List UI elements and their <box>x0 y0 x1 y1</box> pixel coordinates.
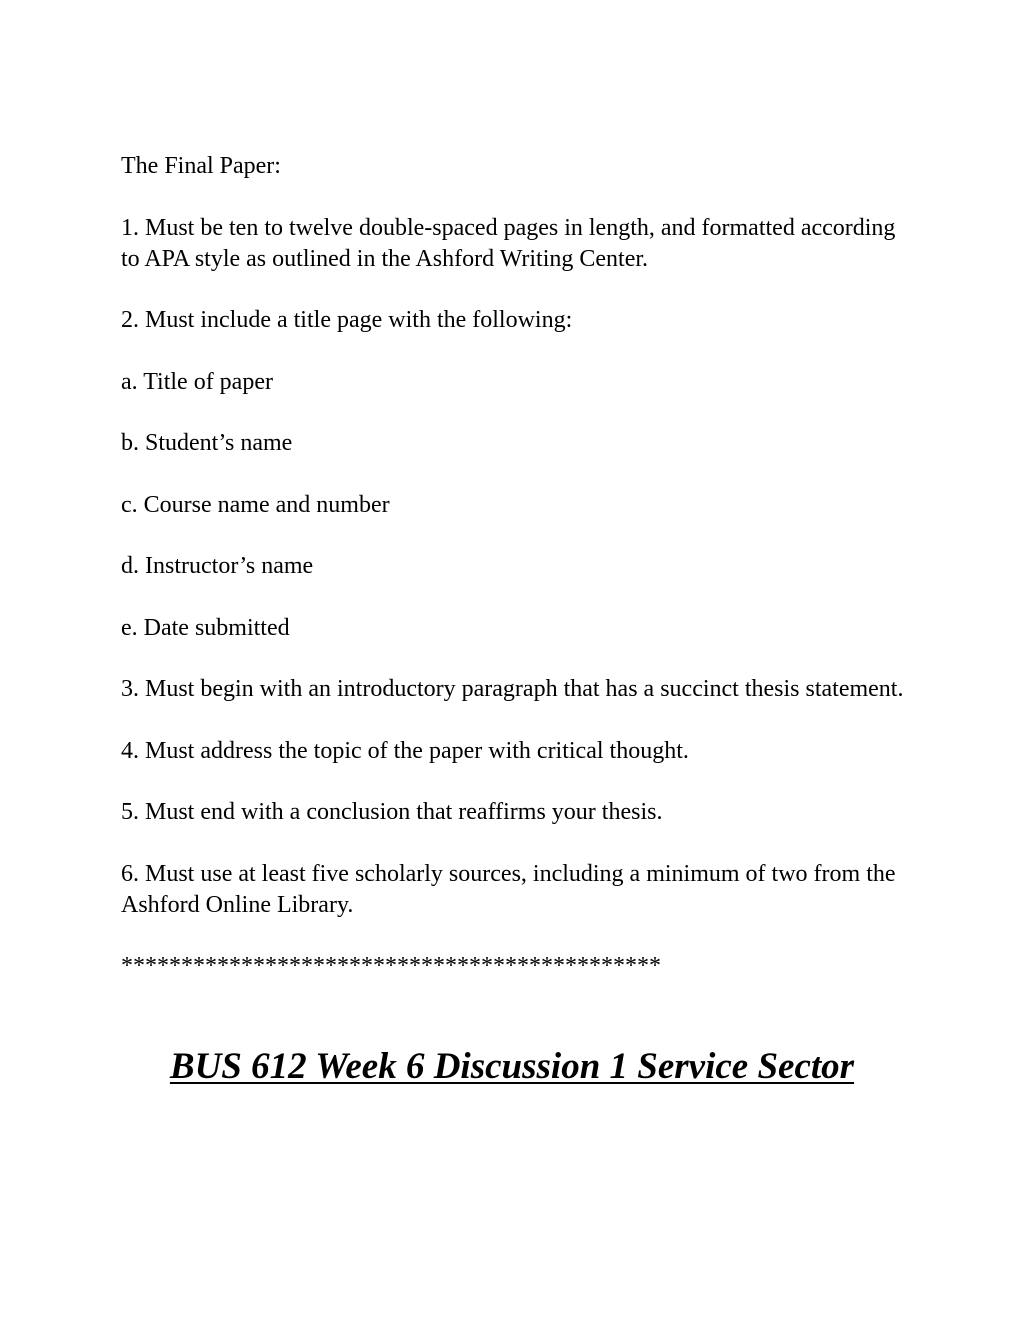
title-page-item-e: e. Date submitted <box>121 614 290 641</box>
intro-line: The Final Paper: <box>121 153 281 179</box>
requirement-5: 5. Must end with a conclusion that reaffirms your thesis. <box>121 799 663 825</box>
requirement-3: 3. Must begin with an introductory paragraph that has a succinct thesis statement. <box>121 676 904 702</box>
document-body <box>121 151 911 982</box>
requirement-2: 2. Must include a title page with the following: <box>121 307 573 333</box>
requirement-4: 4. Must address the topic of the paper with critical thought. <box>121 737 689 764</box>
requirement-1: 1. Must be ten to twelve double-spaced pages in length, and formatted according to APA style as outlined in the Ashford Writing Center. <box>121 214 896 272</box>
title-page-item-c: c. Course name and number <box>121 491 390 518</box>
document-heading: BUS 612 Week 6 Discussion 1 Service Sector <box>169 1046 855 1087</box>
title-page-item-d: d. Instructor’s name <box>121 553 314 579</box>
separator-line: ********************************************* <box>121 953 661 979</box>
title-page-item-b: b. Student’s name <box>121 430 293 456</box>
requirement-6: 6. Must use at least five scholarly sources, including a minimum of two from the Ashford Online Library. <box>121 860 896 918</box>
title-page-item-a: a. Title of paper <box>121 368 273 395</box>
